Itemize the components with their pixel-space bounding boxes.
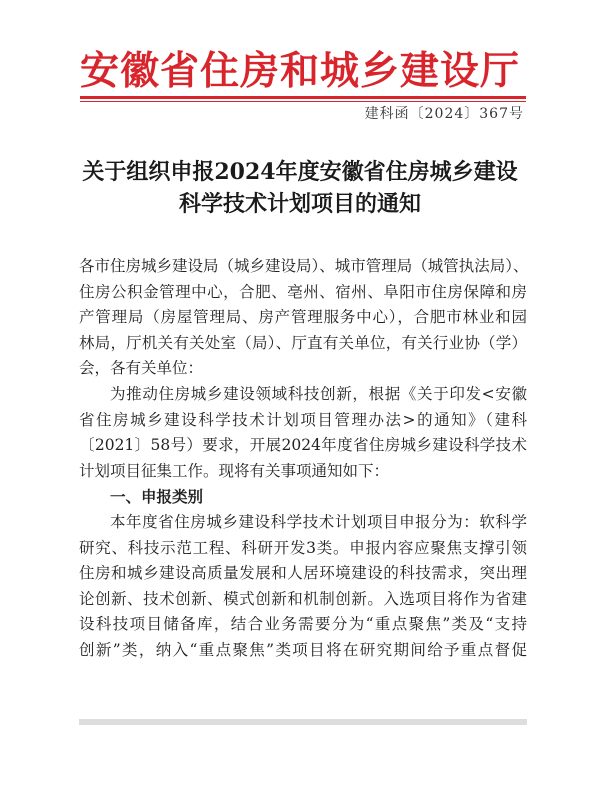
letterhead-red-rule-thick [80, 96, 526, 99]
intro-paragraph [79, 382, 527, 484]
intro-line: 〔2021〕58号）要求，开展2024年度省住房城乡建设科学技术 [79, 436, 527, 455]
notice-body [79, 254, 527, 664]
addressees-line: 各市住房城乡建设局（城乡建设局）、城市管理局（城管执法局）、 [79, 257, 529, 275]
document-number: 建科函〔2024〕367号 [364, 106, 524, 122]
notice-title [0, 156, 600, 220]
letterhead-red-rule-thin [80, 101, 526, 102]
section-1-line: 住房和城乡建设高质量发展和人居环境建设的科技需求，突出理 [79, 564, 527, 583]
section-heading: 一、申报类别 [110, 487, 204, 507]
intro-line: 为推动住房城乡建设领域科技创新，根据《关于印发<安徽 [110, 384, 527, 403]
section-1-line: 论创新、技术创新、模式创新和机制创新。入选项目将作为省建 [79, 589, 527, 608]
intro-line: 省住房城乡建设科学技术计划项目管理办法>的通知》（建科 [79, 410, 527, 429]
section-1-line: 创新”类，纳入“重点聚焦”类项目将在研究期间给予重点督促 [79, 640, 527, 659]
page-bottom-edge [79, 719, 527, 725]
notice-title-line-1: 关于组织申报2024年度安徽省住房城乡建设 [82, 159, 518, 185]
addressees-line: 会，各有关单位： [79, 359, 204, 378]
intro-line: 计划项目征集工作。现将有关事项通知如下： [79, 461, 390, 480]
addressees-paragraph [79, 254, 527, 382]
notice-title-line-2: 科学技术计划项目的通知 [178, 191, 421, 217]
section-1-line: 研究、科技示范工程、科研开发3类。申报内容应聚焦支撑引领 [79, 538, 527, 557]
section-1-line: 本年度省住房城乡建设科学技术计划项目申报分为：软科学 [110, 512, 527, 531]
section-1-paragraph [79, 510, 527, 664]
section-1-line: 设科技项目储备库，结合业务需要分为“重点聚焦”类及“支持 [79, 615, 527, 634]
addressees-line: 产管理局（房屋管理局、房产管理服务中心），合肥市林业和园 [79, 308, 527, 327]
addressees-line: 林局，厅机关有关处室（局）、厅直有关单位，有关行业协（学） [79, 333, 527, 352]
addressees-line: 住房公积金管理中心，合肥、亳州、宿州、阜阳市住房保障和房 [79, 282, 527, 301]
agency-letterhead: 安徽省住房和城乡建设厅 [79, 48, 520, 94]
